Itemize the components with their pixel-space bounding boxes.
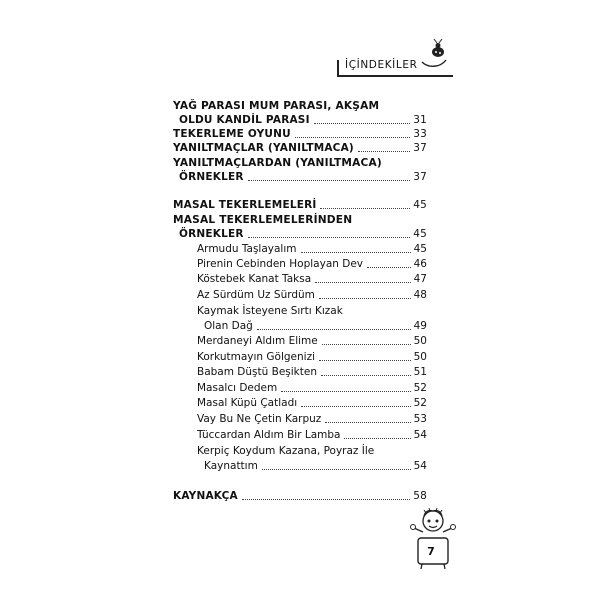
leader-dots xyxy=(321,375,411,376)
toc-entry[interactable] xyxy=(179,113,427,127)
toc-subentry[interactable] xyxy=(197,272,427,286)
leader-dots xyxy=(262,469,411,470)
toc-entry-title-line1[interactable]: YAĞ PARASI MUM PARASI, AKŞAM xyxy=(173,100,380,112)
toc-page-number: 52 xyxy=(413,397,427,409)
toc-entry-title: TEKERLEME OYUNU xyxy=(173,128,291,140)
toc-subentry-title: Köstebek Kanat Taksa xyxy=(197,273,312,285)
toc-subentry-title: Merdaneyi Aldım Elime xyxy=(197,335,318,347)
toc-subentry[interactable] xyxy=(204,459,427,473)
toc-subentry[interactable] xyxy=(197,257,427,271)
toc-entry-title: YANILTMAÇLAR (YANILTMACA) xyxy=(173,142,354,154)
toc-subentry-title: Az Sürdüm Uz Sürdüm xyxy=(197,289,315,301)
leader-dots xyxy=(319,360,411,361)
toc-subentry-title: Masal Küpü Çatladı xyxy=(197,397,298,409)
toc-subentry[interactable] xyxy=(197,428,427,442)
toc-subentry[interactable] xyxy=(197,242,427,256)
leader-dots xyxy=(242,499,410,500)
toc-page-number: 54 xyxy=(413,460,427,472)
leader-dots xyxy=(319,298,411,299)
toc-subentry-title: Babam Düştü Beşikten xyxy=(197,366,317,378)
toc-subentry-title-line2: Kaynattım xyxy=(204,460,258,472)
toc-entry[interactable] xyxy=(173,489,427,503)
leader-dots xyxy=(301,406,410,407)
leader-dots xyxy=(322,344,411,345)
toc-entry-title: KAYNAKÇA xyxy=(173,490,238,502)
toc-subentry[interactable] xyxy=(197,365,427,379)
toc-page-number: 31 xyxy=(413,114,427,126)
toc-page-number: 50 xyxy=(413,335,427,347)
leader-dots xyxy=(301,252,411,253)
toc-page-number: 47 xyxy=(413,273,427,285)
toc-entry-title-line1[interactable]: MASAL TEKERLEMELERİNDEN xyxy=(173,214,353,226)
toc-subentry[interactable] xyxy=(197,381,427,395)
toc-entry[interactable] xyxy=(179,227,427,241)
toc-page-number: 45 xyxy=(413,228,427,240)
toc-entry[interactable] xyxy=(173,141,427,155)
toc-page-number: 58 xyxy=(413,490,427,502)
toc-subentry[interactable] xyxy=(197,350,427,364)
leader-dots xyxy=(314,123,411,124)
toc-subentry-title-line2: Olan Dağ xyxy=(204,320,253,332)
header-title: İÇİNDEKİLER xyxy=(345,59,418,71)
leader-dots xyxy=(358,151,410,152)
leader-dots xyxy=(367,267,411,268)
toc-subentry[interactable] xyxy=(197,334,427,348)
toc-page-number: 45 xyxy=(413,199,427,211)
toc-entry[interactable] xyxy=(173,198,427,212)
toc-subentry-title: Tüccardan Aldım Bir Lamba xyxy=(197,429,341,441)
leader-dots xyxy=(248,180,411,181)
toc-entry-title-line1[interactable]: YANILTMAÇLARDAN (YANILTMACA) xyxy=(173,157,382,169)
toc-page-number: 37 xyxy=(413,142,427,154)
toc-subentry[interactable] xyxy=(197,288,427,302)
toc-page-number: 37 xyxy=(413,171,427,183)
toc-page-number: 54 xyxy=(413,429,427,441)
toc-subentry-title: Pirenin Cebinden Hoplayan Dev xyxy=(197,258,364,270)
page-number: 7 xyxy=(427,545,435,558)
leader-dots xyxy=(325,422,410,423)
leader-dots xyxy=(320,208,410,209)
leader-dots xyxy=(281,391,410,392)
toc-page-number: 52 xyxy=(413,382,427,394)
leader-dots xyxy=(315,282,410,283)
toc-page-number: 46 xyxy=(413,258,427,270)
toc-entry-title: MASAL TEKERLEMELERİ xyxy=(173,199,317,211)
toc-subentry-title: Masalcı Dedem xyxy=(197,382,278,394)
toc-page-number: 50 xyxy=(413,351,427,363)
toc-page-number: 48 xyxy=(413,289,427,301)
toc-entry-title-line2: ÖRNEKLER xyxy=(179,228,244,240)
toc-page-number: 45 xyxy=(413,243,427,255)
leader-dots xyxy=(295,137,410,138)
toc-page-number: 49 xyxy=(413,320,427,332)
toc-page-number: 51 xyxy=(413,366,427,378)
toc-entry-title-line2: OLDU KANDİL PARASI xyxy=(179,114,310,126)
toc-entry-title-line2: ÖRNEKLER xyxy=(179,171,244,183)
toc-subentry-title: Vay Bu Ne Çetin Karpuz xyxy=(197,413,322,425)
toc-subentry[interactable] xyxy=(197,396,427,410)
leader-dots xyxy=(257,329,411,330)
toc-page-number: 33 xyxy=(413,128,427,140)
leader-dots xyxy=(248,237,411,238)
toc-subentry-title: Armudu Taşlayalım xyxy=(197,243,297,255)
toc-page-number: 53 xyxy=(413,413,427,425)
toc-entry[interactable] xyxy=(179,170,427,184)
toc-subentry[interactable] xyxy=(197,412,427,426)
toc-subentry[interactable] xyxy=(204,319,427,333)
toc-subentry-title-line1[interactable]: Kaymak İsteyene Sırtı Kızak xyxy=(197,305,343,317)
toc-subentry-title-line1[interactable]: Kerpiç Koydum Kazana, Poyraz İle xyxy=(197,445,375,457)
toc-entry[interactable] xyxy=(173,127,427,141)
leader-dots xyxy=(344,438,410,439)
toc-subentry-title: Korkutmayın Gölgenizi xyxy=(197,351,316,363)
